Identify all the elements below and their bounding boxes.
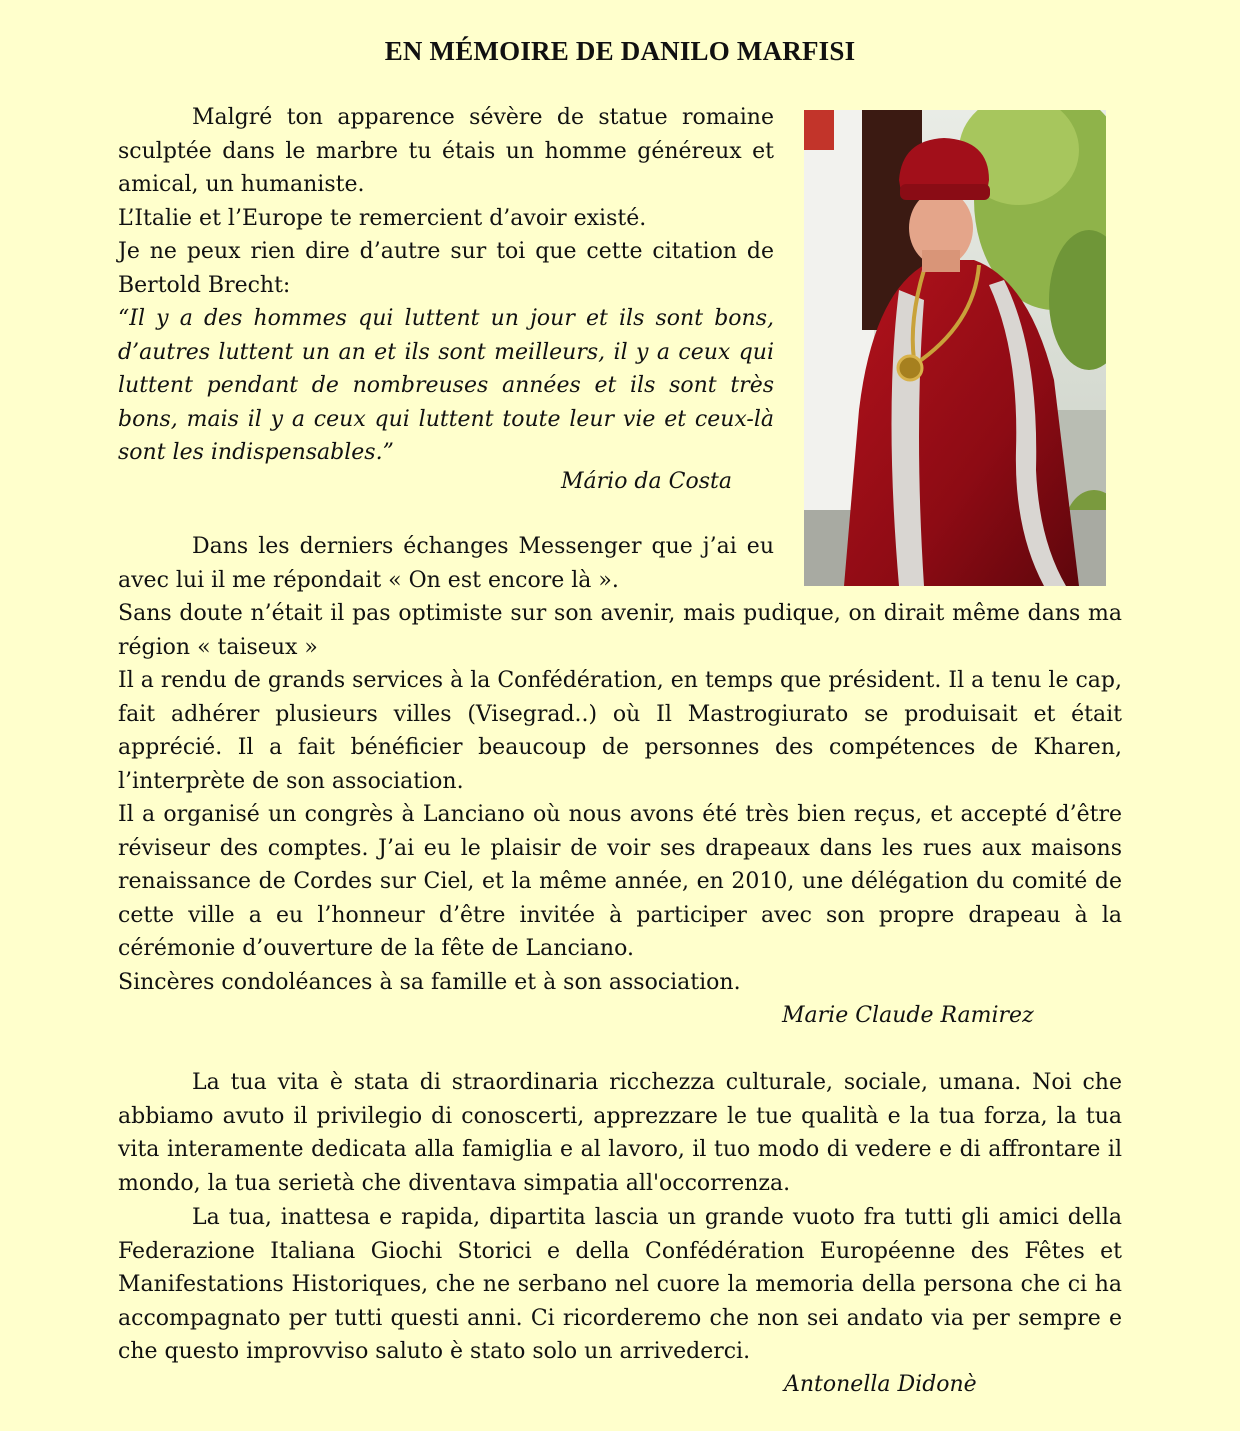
paragraph-intro: Malgré ton apparence sévère de statue romaine sculptée dans le marbre tu étais un homme généreux et amical, un humaniste. bbox=[118, 105, 774, 198]
paragraph-thanks: L’Italie et l’Europe te remercient d’avoir existé. bbox=[118, 206, 647, 231]
signature-mario-da-costa: Mário da Costa bbox=[561, 469, 732, 494]
paragraph-services: Il a rendu de grands services à la Confédération, en temps que président. Il a tenu le cap, fait adhérer plusieurs villes (Visegrad..) où Il Mastrogiurato se produisait et était apprécié. Il a fait bénéficier beaucoup de personnes des compétences de Kharen, l’interprète de son association. bbox=[118, 668, 1122, 794]
paragraph-italian-2: La tua, inattesa e rapida, dipartita lascia un grande vuoto fra tutti gli amici della Federazione Italiana Giochi Storici e della Confédération Européenne des Fêtes et Manifestations Historiques, che ne serbano nel cuore la memoria della persona che ci ha accompagnato per tutti questi anni. Ci ricorderemo che non sei andato via per sempre e che questo improvviso saluto è stato solo un arrivederci. bbox=[118, 1205, 1122, 1365]
portrait-photo bbox=[804, 110, 1106, 586]
page-title: EN MÉMOIRE DE DANILO MARFISI bbox=[384, 36, 856, 66]
paragraph-citation-intro: Je ne peux rien dire d’autre sur toi que cette citation de Bertold Brecht: bbox=[118, 239, 774, 298]
paragraph-condolences: Sincères condoléances à sa famille et à son association. bbox=[118, 970, 741, 995]
portrait-illustration bbox=[804, 110, 1106, 586]
paragraph-messenger: Dans les derniers échanges Messenger que j’ai eu avec lui il me répondait « On est encore là ». bbox=[118, 534, 774, 593]
signature-antonella-didone: Antonella Didonè bbox=[784, 1372, 977, 1397]
paragraph-congress: Il a organisé un congrès à Lanciano où nous avons été très bien reçus, et accepté d’être réviseur des comptes. J’ai eu le plaisir de voir ses drapeaux dans les rues aux maisons renaissance de Cordes sur Ciel, et la même année, en 2010, une délégation du comité de cette ville a eu l’honneur d’être invitée à participer avec son propre drapeau à la cérémonie d’ouverture de la fête de Lanciano. bbox=[118, 802, 1122, 962]
quotation: “Il y a des hommes qui luttent un jour et ils sont bons, d’autres luttent un an et ils sont meilleurs, il y a ceux qui luttent pendant de nombreuses années et ils sont très bons, mais il y a ceux qui luttent toute leur vie et ceux-là sont les indispensables.” bbox=[118, 306, 774, 466]
signature-marie-claude-ramirez: Marie Claude Ramirez bbox=[782, 1003, 1034, 1028]
paragraph-italian-1: La tua vita è stata di straordinaria ricchezza culturale, sociale, umana. Noi che abbiamo avuto il privilegio di conoscerti, apprezzare le tue qualità e la tua forza, la tua vita interamente dedicata alla famiglia e al lavoro, il tuo modo di vedere e di affrontare il mondo, la tua serietà che diventava simpatia all'occorrenza. bbox=[118, 1070, 1122, 1196]
paragraph-optimism: Sans doute n’était il pas optimiste sur son avenir, mais pudique, on dirait même dans ma région « taiseux » bbox=[118, 601, 1122, 660]
